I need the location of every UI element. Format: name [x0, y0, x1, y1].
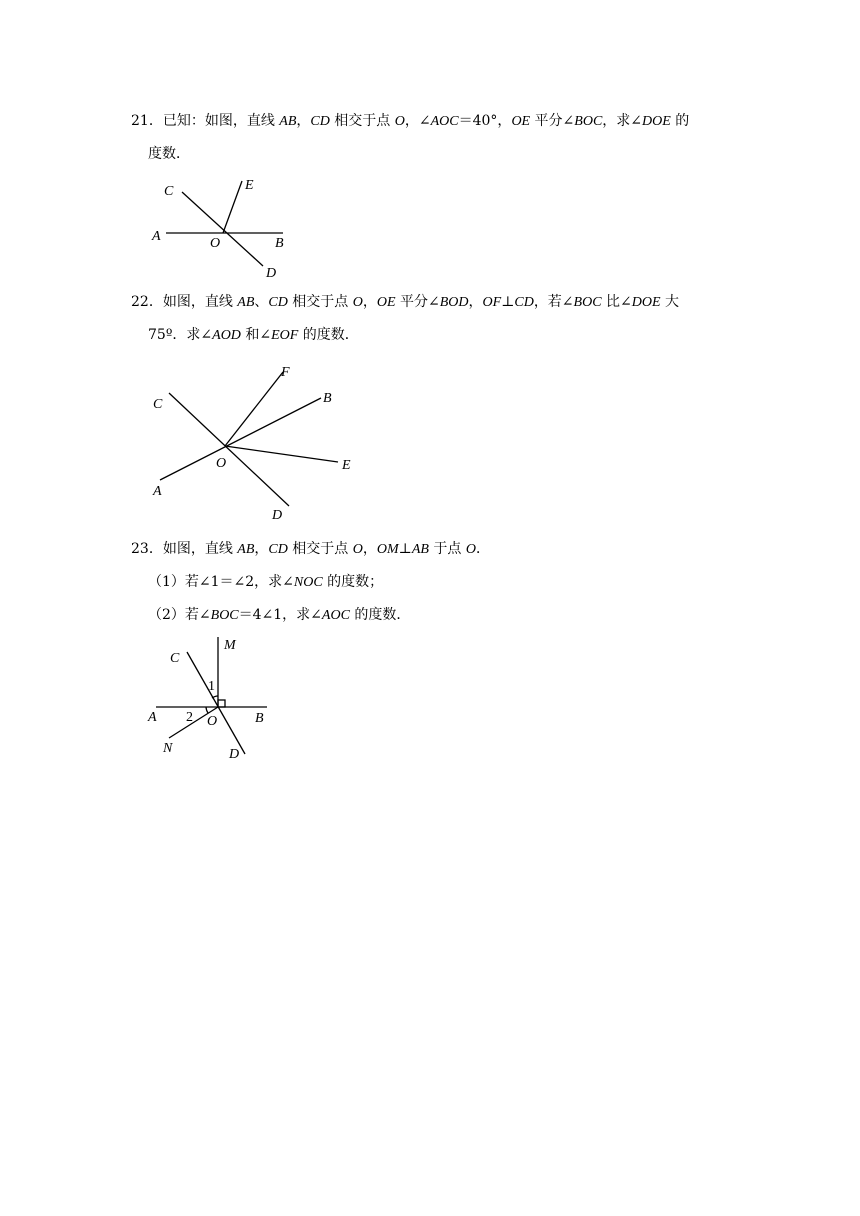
- math-variable: OE: [511, 114, 531, 129]
- label-d: D: [272, 508, 283, 523]
- line-ab: [160, 398, 321, 480]
- problem-22-line-1: [131, 292, 679, 313]
- math-variable: CD: [268, 295, 288, 310]
- problem-23-line-1: [131, 539, 490, 560]
- label-b: B: [275, 236, 284, 251]
- angle-2-label: 2: [186, 710, 193, 725]
- math-variable: OF: [482, 295, 502, 310]
- problem-text: 如图，直线 AB，CD 相交于点 O，OM⊥AB 于点 O．: [162, 541, 490, 557]
- label-c: C: [170, 651, 180, 666]
- ray-of: [225, 372, 283, 446]
- line-cd: [182, 192, 263, 266]
- line-cd: [187, 652, 245, 754]
- math-variable: O: [352, 295, 363, 310]
- label-a: A: [152, 229, 161, 244]
- math-variable: AB: [237, 542, 255, 557]
- label-a: A: [148, 710, 157, 725]
- figure-22: [145, 360, 365, 525]
- math-variable: AB: [279, 114, 297, 129]
- label-b: B: [323, 391, 332, 406]
- problem-text: （2）若∠BOC＝4∠1，求∠AOC 的度数．: [148, 607, 411, 623]
- label-e: E: [245, 178, 254, 193]
- math-variable: BOC: [573, 295, 602, 310]
- problem-number: 22．: [131, 294, 163, 310]
- figure-23: [145, 634, 275, 764]
- label-a: A: [153, 484, 162, 499]
- problem-23-part-2: [148, 605, 410, 626]
- figure-21: [150, 175, 300, 280]
- ray-oe: [223, 181, 242, 233]
- math-variable: AOC: [321, 608, 350, 623]
- ray-oe: [225, 446, 338, 462]
- label-f: F: [281, 365, 290, 380]
- problem-number: 23．: [131, 541, 163, 557]
- label-m: M: [224, 638, 236, 653]
- problem-22-line-2: [148, 325, 359, 346]
- right-angle-mark: [218, 700, 225, 707]
- math-variable: OM: [376, 542, 399, 557]
- label-o: O: [210, 236, 221, 251]
- label-o: O: [216, 456, 227, 471]
- math-variable: BOC: [574, 114, 603, 129]
- math-variable: O: [394, 114, 405, 129]
- math-variable: AOC: [430, 114, 459, 129]
- label-o: O: [207, 714, 218, 729]
- problem-text: （1）若∠1＝∠2，求∠NOC 的度数；: [148, 574, 384, 590]
- math-variable: NOC: [293, 575, 323, 590]
- math-variable: AOD: [212, 328, 241, 343]
- math-variable: BOC: [210, 608, 239, 623]
- problem-text: 已知：如图，直线 AB，CD 相交于点 O，∠AOC＝40°，OE 平分∠BOC，求∠DOE 的: [162, 113, 690, 129]
- math-variable: AB: [237, 295, 255, 310]
- problem-21-line-1: [131, 111, 689, 132]
- math-variable: DOE: [642, 114, 671, 129]
- label-c: C: [164, 184, 174, 199]
- line-cd: [169, 393, 289, 506]
- label-d: D: [266, 266, 277, 281]
- math-variable: OE: [376, 295, 396, 310]
- problem-number: 21．: [131, 113, 163, 129]
- label-c: C: [153, 397, 163, 412]
- math-variable: CD: [514, 295, 534, 310]
- problem-text: 如图，直线 AB、CD 相交于点 O，OE 平分∠BOD，OF⊥CD，若∠BOC 比∠DOE 大: [162, 294, 679, 310]
- math-variable: O: [465, 542, 476, 557]
- math-variable: BOD: [439, 295, 469, 310]
- problem-text: 度数．: [148, 146, 190, 162]
- math-variable: DOE: [631, 295, 661, 310]
- math-variable: AB: [411, 542, 429, 557]
- math-variable: CD: [310, 114, 330, 129]
- problem-21-line-2: [148, 144, 190, 164]
- label-e: E: [342, 458, 351, 473]
- math-variable: EOF: [271, 328, 299, 343]
- problem-23-part-1: [148, 572, 383, 593]
- label-d: D: [229, 747, 240, 762]
- problem-text: 75º．求∠AOD 和∠EOF 的度数．: [148, 327, 359, 343]
- math-variable: CD: [268, 542, 288, 557]
- label-n: N: [163, 741, 173, 756]
- math-variable: O: [352, 542, 363, 557]
- label-b: B: [255, 711, 264, 726]
- angle-2-arc: [206, 707, 208, 713]
- angle-1-label: 1: [208, 679, 215, 694]
